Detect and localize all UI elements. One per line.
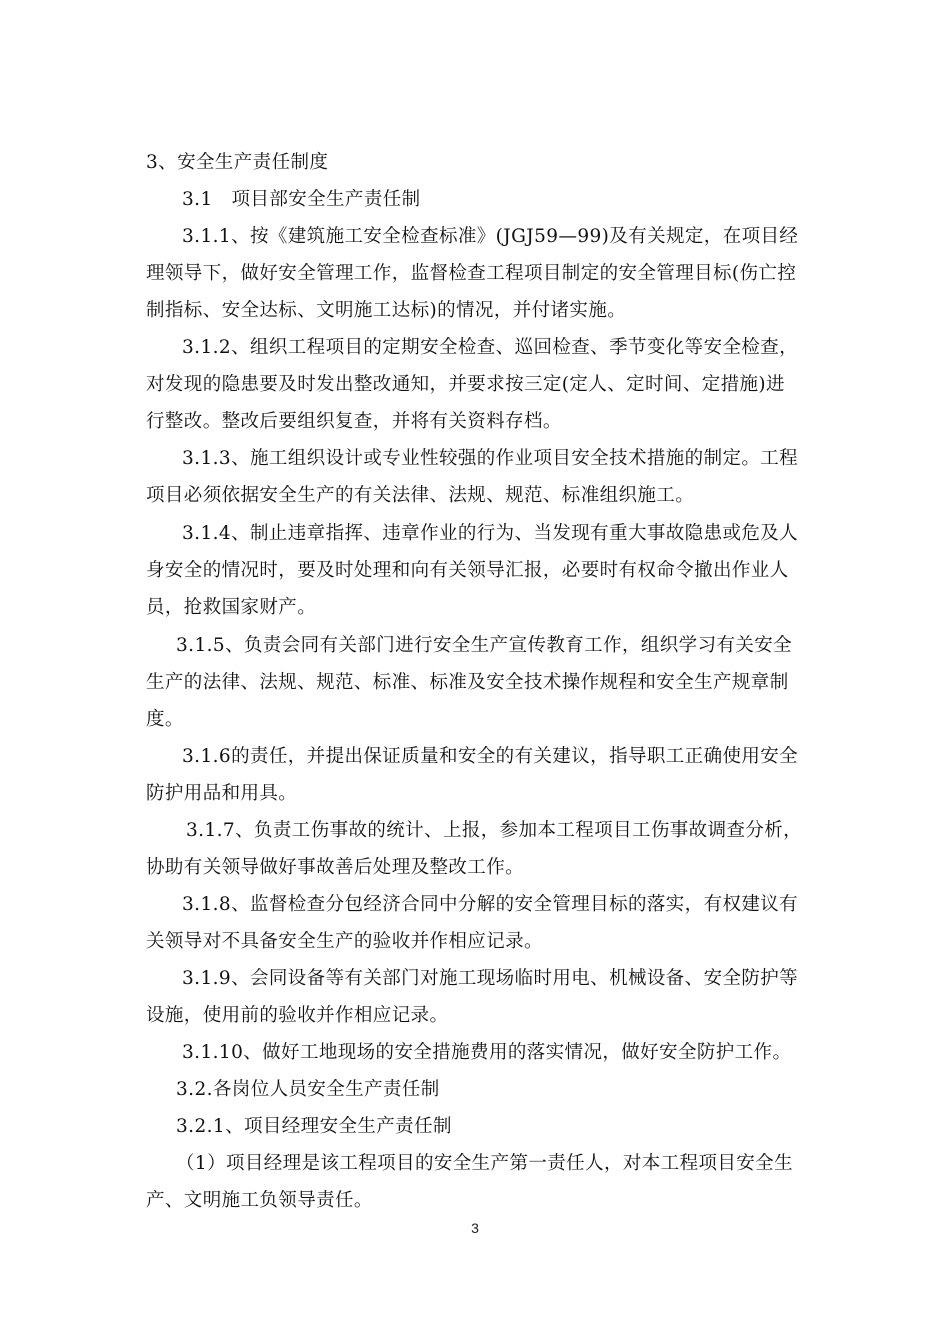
paragraph-line: 设施，使用前的验收并作相应记录。 [146, 1005, 449, 1026]
paragraph-line: 项目必须依据安全生产的有关法律、法规、规范、标准组织施工。 [146, 485, 695, 506]
section-heading: 3、安全生产责任制度 [146, 152, 329, 173]
paragraph-line: 3.1.5、负责会同有关部门进行安全生产宣传教育工作，组织学习有关安全 [176, 635, 793, 656]
paragraph-line: 3.1.1、按《建筑施工安全检查标准》(JGJ59—99)及有关规定，在项目经 [182, 226, 799, 247]
subsection-heading: 3.2.各岗位人员安全生产责任制 [176, 1079, 440, 1100]
paragraph-line: 制指标、安全达标、文明施工达标)的情况，并付诸实施。 [146, 300, 627, 321]
paragraph-line: 3.1.4、制止违章指挥、违章作业的行为、当发现有重大事故隐患或危及人 [182, 523, 799, 544]
paragraph-line: 理领导下，做好安全管理工作，监督检查工程项目制定的安全管理目标(伤亡控 [146, 263, 797, 284]
paragraph-line: 3.1.9、会同设备等有关部门对施工现场临时用电、机械设备、安全防护等 [182, 968, 799, 989]
paragraph-line: 行整改。整改后要组织复查，并将有关资料存档。 [146, 411, 562, 432]
paragraph-line: 对发现的隐患要及时发出整改通知，并要求按三定(定人、定时间、定措施)进 [146, 374, 785, 395]
paragraph-line: 3.1.2、组织工程项目的定期安全检查、巡回检查、季节变化等安全检查， [182, 337, 799, 358]
paragraph-line: 3.1.6的责任，并提出保证质量和安全的有关建议，指导职工正确使用安全 [182, 746, 799, 767]
paragraph-line: 生产的法律、法规、规范、标准、标准及安全技术操作规程和安全生产规章制 [146, 672, 789, 693]
paragraph-line: （1）项目经理是该工程项目的安全生产第一责任人，对本工程项目安全生 [176, 1153, 793, 1174]
paragraph-line: 3.1.10、做好工地现场的安全措施费用的落实情况，做好安全防护工作。 [182, 1042, 792, 1063]
paragraph-line: 3.1.8、监督检查分包经济合同中分解的安全管理目标的落实，有权建议有 [182, 894, 799, 915]
subsection-heading: 3.2.1、项目经理安全生产责任制 [176, 1116, 452, 1137]
paragraph-line: 关领导对不具备安全生产的验收并作相应记录。 [146, 931, 543, 952]
subsection-heading: 3.1 项目部安全生产责任制 [182, 189, 421, 210]
paragraph-line: 度。 [146, 709, 184, 730]
paragraph-line: 3.1.3、施工组织设计或专业性较强的作业项目安全技术措施的制定。工程 [182, 448, 799, 469]
paragraph-line: 防护用品和用具。 [146, 783, 298, 804]
page-number: 3 [471, 1220, 479, 1236]
paragraph-line: 3.1.7、负责工伤事故的统计、上报，参加本工程项目工伤事故调查分析， [186, 820, 803, 841]
paragraph-line: 协助有关领导做好事故善后处理及整改工作。 [146, 857, 525, 878]
paragraph-line: 身安全的情况时，要及时处理和向有关领导汇报，必要时有权命令撤出作业人 [146, 560, 789, 581]
paragraph-line: 产、文明施工负领导责任。 [146, 1190, 373, 1211]
paragraph-line: 员，抢救国家财产。 [146, 597, 317, 618]
